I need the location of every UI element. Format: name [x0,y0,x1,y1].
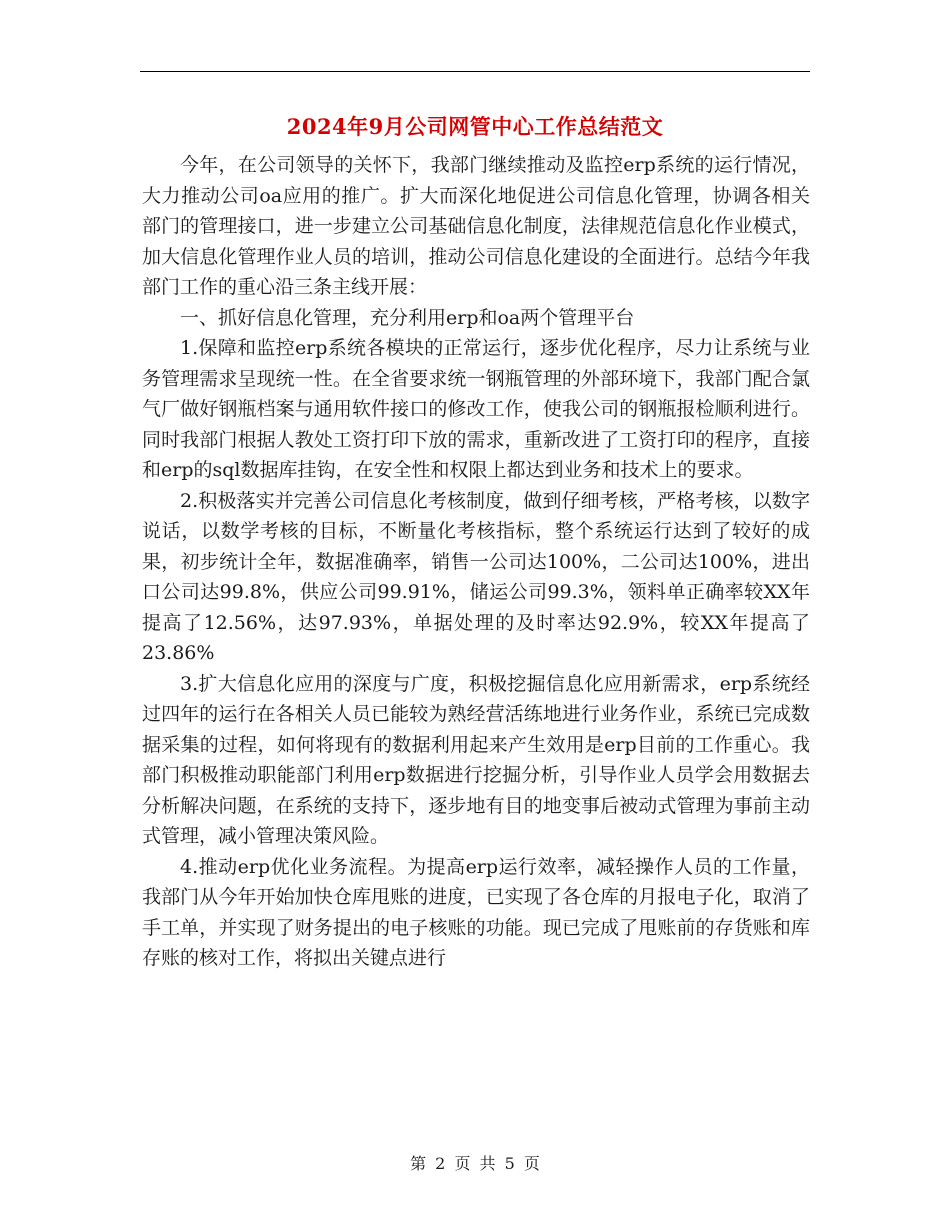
header-rule [140,71,810,72]
paragraph-item-4: 4.推动erp优化业务流程。为提高erp运行效率，减轻操作人员的工作量，我部门从今年开始加快仓库甩账的进度，已实现了各仓库的月报电子化，取消了手工单，并实现了财务提出的电子核账的功能。现已完成了甩账前的存货账和库存账的核对工作，将拟出关键点进行 [142,855,810,969]
paragraph-item-2: 2.积极落实并完善公司信息化考核制度，做到仔细考核，严格考核，以数字说话，以数学考核的目标，不断量化考核指标，整个系统运行达到了较好的成果，初步统计全年，数据准确率，销售一公司达100%，二公司达100%，进出口公司达99.8%，供应公司99.91%，储运公司99.3%，领料单正确率较XX年提高了12.56%，达97.93%，单据处理的及时率达92.9%，较XX年提高了23.86% [142,489,810,664]
document-title: 2024年9月公司网管中心工作总结范文 [286,114,664,139]
page-footer: 第 2 页 共 5 页 [410,1154,540,1173]
paragraph-item-1: 1.保障和监控erp系统各模块的正常运行，逐步优化程序，尽力让系统与业务管理需求呈现统一性。在全省要求统一钢瓶管理的外部环境下，我部门配合氯气厂做好钢瓶档案与通用软件接口的修改工作，使我公司的钢瓶报检顺利进行。同时我部门根据人教处工资打印下放的需求，重新改进了工资打印的程序，直接和erp的sql数据库挂钩，在安全性和权限上都达到业务和技术上的要求。 [142,337,810,481]
document-body [142,150,810,974]
paragraph-item-3: 3.扩大信息化应用的深度与广度，积极挖掘信息化应用新需求，erp系统经过四年的运行在各相关人员已能较为熟经营活练地进行业务作业，系统已完成数据采集的过程，如何将现有的数据利用起来产生效用是erp目前的工作重心。我部门积极推动职能部门利用erp数据进行挖掘分析，引导作业人员学会用数据去分析解决问题，在系统的支持下，逐步地有目的地变事后被动式管理为事前主动式管理，减小管理决策风险。 [142,672,810,847]
section-heading: 一、抓好信息化管理，充分利用erp和oa两个管理平台 [180,306,635,329]
paragraph-intro: 今年，在公司领导的关怀下，我部门继续推动及监控erp系统的运行情况，大力推动公司oa应用的推广。扩大而深化地促进公司信息化管理，协调各相关部门的管理接口，进一步建立公司基础信息化制度，法律规范信息化作业模式，加大信息化管理作业人员的培训，推动公司信息化建设的全面进行。总结今年我部门工作的重心沿三条主线开展： [142,154,810,298]
